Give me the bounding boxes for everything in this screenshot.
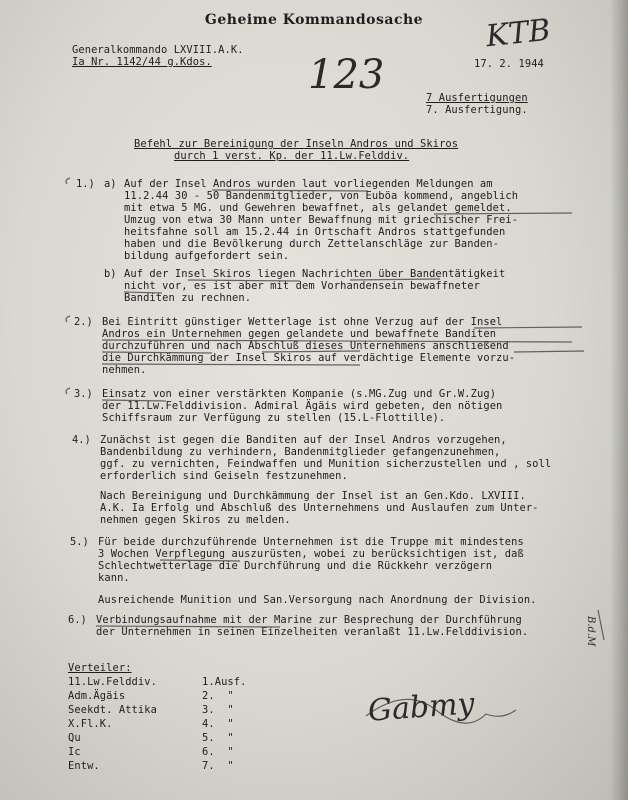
classification-heading: Geheime Kommandosache bbox=[204, 12, 424, 28]
signature: Gabmy bbox=[366, 686, 476, 729]
text-line: 11.2.44 30 - 50 Bandenmitglieder, von Euböa kommend, angeblich bbox=[124, 190, 519, 202]
text-line: durchzuführen und nach Abschluß dieses Unternehmens anschließend bbox=[102, 340, 509, 352]
bracket-stroke bbox=[66, 178, 70, 394]
margin-note: B.d.M bbox=[585, 616, 596, 647]
distribution-recipient: X.Fl.K. bbox=[68, 718, 113, 730]
paragraph-1-number: 1.) bbox=[76, 178, 95, 190]
distribution-recipient: 11.Lw.Felddiv. bbox=[68, 676, 157, 688]
text-line: Andros ein Unternehmen gegen gelandete und bewaffnete Banditen bbox=[102, 328, 497, 340]
paragraph-4-number: 4.) bbox=[72, 434, 91, 446]
underline-stroke bbox=[124, 279, 440, 293]
text-line: Banditen zu rechnen. bbox=[124, 292, 252, 304]
text-line: die Durchkämmung der Insel Skiros auf verdächtige Elemente vorzu- bbox=[102, 352, 516, 364]
text-line: Bei Eintritt günstiger Wetterlage ist ohne Verzug auf der Insel bbox=[102, 316, 503, 328]
sender-line: Generalkommando LXVIII.A.K. bbox=[72, 44, 244, 56]
text-line: erforderlich sind Geiseln festzunehmen. bbox=[100, 470, 348, 482]
text-line: Zunächst ist gegen die Banditen auf der Insel Andros vorzugehen, bbox=[100, 434, 507, 446]
underline-stroke bbox=[102, 327, 584, 365]
copy-number: 7. Ausfertigung. bbox=[426, 104, 528, 116]
text-line: haben und die Bevölkerung durch Zettelanschläge zur Banden- bbox=[124, 238, 499, 250]
handwritten-ktb-mark: KTB bbox=[484, 12, 553, 55]
text-line: mit etwa 5 MG. und Gewehren bewaffnet, als gelandet gemeldet. bbox=[124, 202, 512, 214]
copies-total: 7 Ausfertigungen bbox=[426, 92, 528, 104]
distribution-copy: 3. " bbox=[202, 704, 234, 716]
text-line: Auf der Insel Andros wurden laut vorliegenden Meldungen am bbox=[124, 178, 493, 190]
distribution-copy: 4. " bbox=[202, 718, 234, 730]
distribution-recipient: Adm.Ägäis bbox=[68, 690, 126, 702]
order-title-line-1: Befehl zur Bereinigung der Inseln Andros und Skiros bbox=[134, 138, 459, 150]
text-line: nicht vor, es ist aber mit dem Vorhandensein bewaffneter bbox=[124, 280, 480, 292]
text-line: Schlechtwetterlage die Durchführung und die Rückkehr verzögern bbox=[98, 560, 493, 572]
text-line: 3 Wochen Verpflegung auszurüsten, wobei zu berücksichtigen ist, daß bbox=[98, 548, 524, 560]
text-line: kann. bbox=[98, 572, 130, 584]
text-line: Bandenbildung zu verhindern, Bandenmitglieder gefangenzunehmen, bbox=[100, 446, 501, 458]
signature-flourish bbox=[366, 699, 516, 723]
text-line: Umzug von etwa 30 Mann unter Bewaffnung mit griechischer Frei- bbox=[124, 214, 519, 226]
distribution-recipient: Entw. bbox=[68, 760, 100, 772]
text-line: Schiffsraum zur Verfügung zu stellen (15.L-Flottille). bbox=[102, 412, 446, 424]
handwritten-number: 123 bbox=[308, 52, 385, 98]
underline-stroke bbox=[434, 213, 572, 214]
order-title-line-2: durch 1 verst. Kp. der 11.Lw.Felddiv. bbox=[174, 150, 410, 162]
text-line: nehmen. bbox=[102, 364, 147, 376]
distribution-recipient: Ic bbox=[68, 746, 81, 758]
distribution-copy: 2. " bbox=[202, 690, 234, 702]
text-line: der Unternehmen in seinen Einzelheiten veranlaßt 11.Lw.Felddivision. bbox=[96, 626, 529, 638]
underline-stroke bbox=[96, 626, 280, 627]
paragraph-3-number: 3.) bbox=[74, 388, 93, 400]
paragraph-2-number: 2.) bbox=[74, 316, 93, 328]
distribution-copy: 7. " bbox=[202, 760, 234, 772]
text-line: Einsatz von einer verstärkten Kompanie (s.MG.Zug und Gr.W.Zug) bbox=[102, 388, 497, 400]
distribution-copy: 6. " bbox=[202, 746, 234, 758]
text-line: bildung aufgefordert sein. bbox=[124, 250, 290, 262]
distribution-heading: Verteiler: bbox=[68, 662, 132, 674]
distribution-recipient: Seekdt. Attika bbox=[68, 704, 157, 716]
underline-stroke bbox=[212, 190, 368, 191]
paragraph-1b-label: b) bbox=[104, 268, 117, 280]
paragraph-6-number: 6.) bbox=[68, 614, 87, 626]
paragraph-5-supplies: Ausreichende Munition und San.Versorgung nach Anordnung der Division. bbox=[98, 594, 537, 606]
text-line: Verbindungsaufnahme mit der Marine zur Besprechung der Durchführung bbox=[96, 614, 522, 626]
paragraph-5-number: 5.) bbox=[70, 536, 89, 548]
text-line: nehmen gegen Skiros zu melden. bbox=[100, 514, 291, 526]
file-reference: Ia Nr. 1142/44 g.Kdos. bbox=[72, 56, 212, 68]
text-line: Auf der Insel Skiros liegen Nachrichten über Bandentätigkeit bbox=[124, 268, 506, 280]
text-line: heitsfahne soll am 15.2.44 in Ortschaft Andros stattgefunden bbox=[124, 226, 506, 238]
text-line: der 11.Lw.Felddivision. Admiral Ägäis wird gebeten, den nötigen bbox=[102, 400, 503, 412]
distribution-copy: 1.Ausf. bbox=[202, 676, 247, 688]
underline-stroke bbox=[102, 400, 166, 401]
text-line: Für beide durchzuführende Unternehmen ist die Truppe mit mindestens bbox=[98, 536, 524, 548]
margin-mark bbox=[598, 610, 604, 640]
distribution-recipient: Qu bbox=[68, 732, 81, 744]
text-line: Nach Bereinigung und Durchkämmung der Insel ist an Gen.Kdo. LXVIII. bbox=[100, 490, 526, 502]
underline-stroke bbox=[160, 560, 240, 561]
paragraph-1a-label: a) bbox=[104, 178, 117, 190]
text-line: A.K. Ia Erfolg und Abschluß des Unternehmens und Auslaufen zum Unter- bbox=[100, 502, 539, 514]
document-date: 17. 2. 1944 bbox=[474, 58, 544, 70]
distribution-copy: 5. " bbox=[202, 732, 234, 744]
text-line: ggf. zu vernichten, Feindwaffen und Munition sicherzustellen und , soll bbox=[100, 458, 552, 470]
